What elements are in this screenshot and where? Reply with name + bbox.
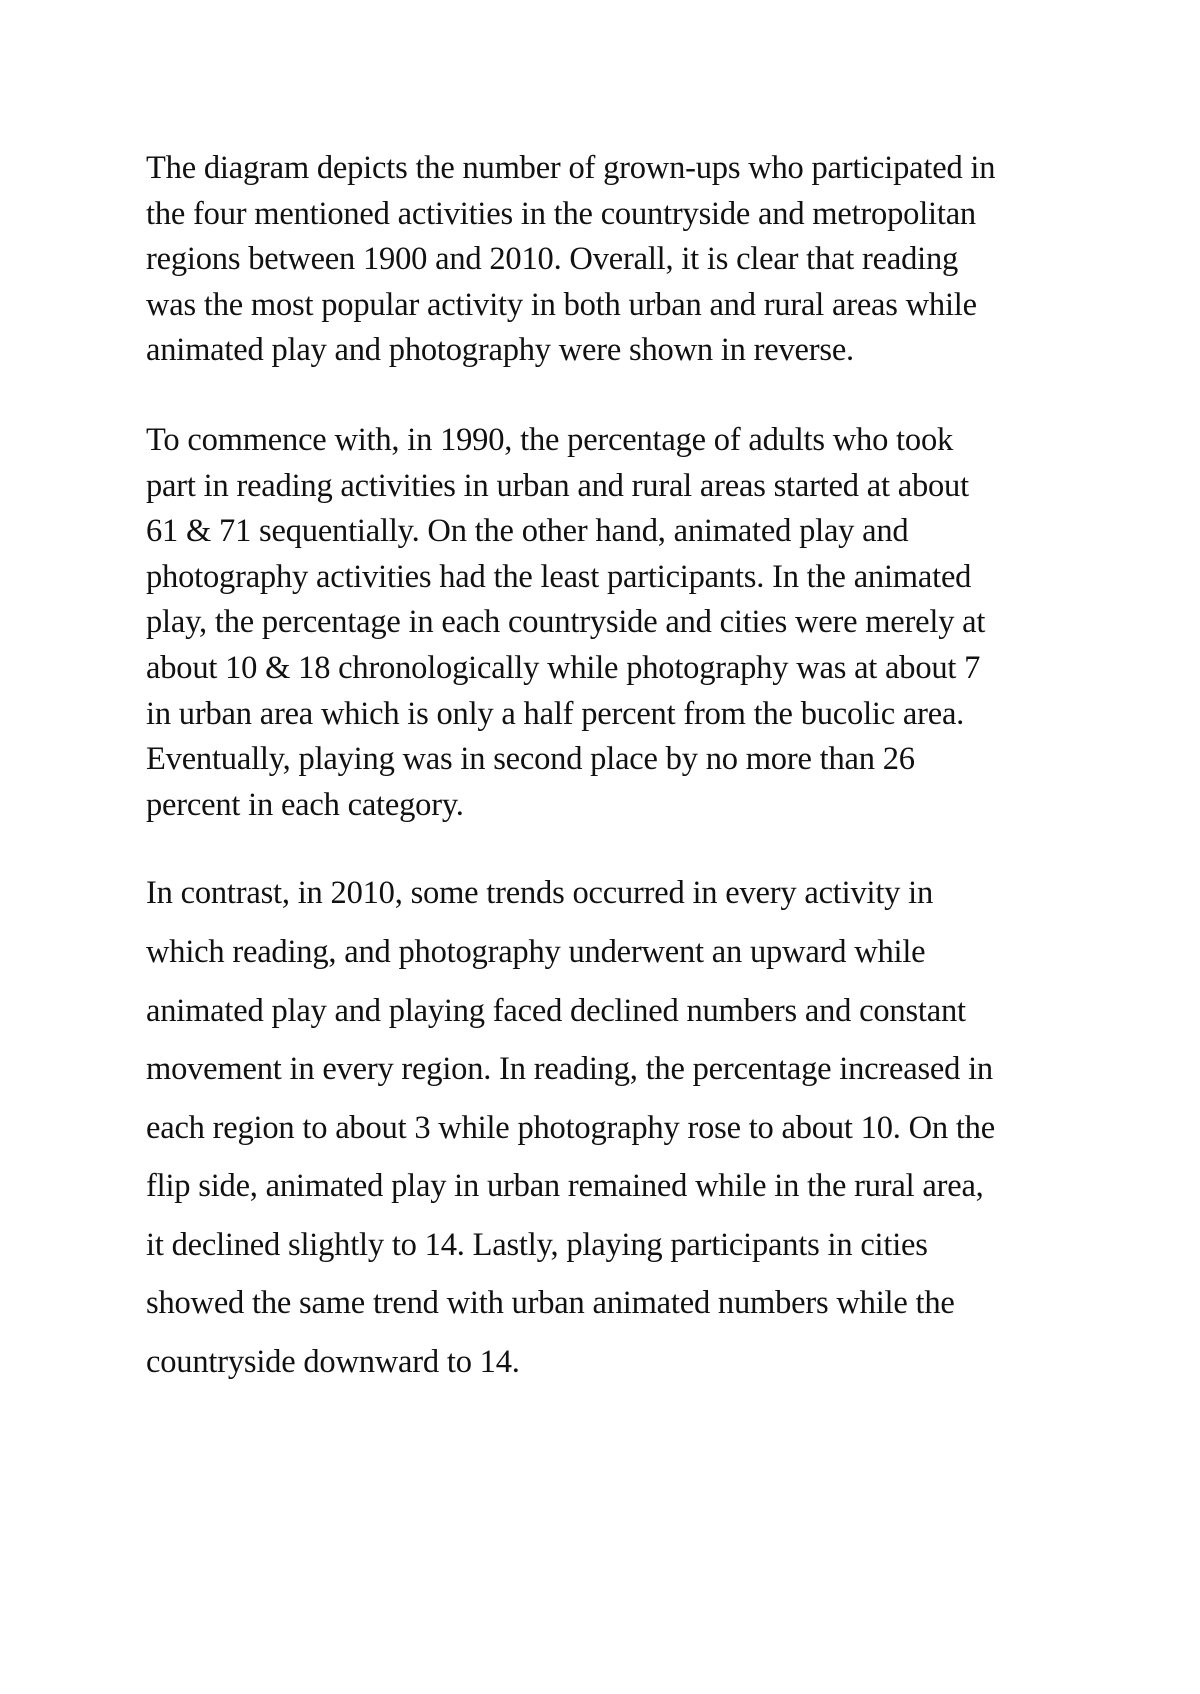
essay-body xyxy=(146,146,1086,1392)
text-line: Eventually, playing was in second place by no more than 26 xyxy=(146,741,915,778)
text-line: it declined slightly to 14. Lastly, playing participants in cities xyxy=(146,1226,928,1263)
text-line: in urban area which is only a half percent from the bucolic area. xyxy=(146,695,965,732)
text-line: The diagram depicts the number of grown-ups who participated in xyxy=(146,150,996,186)
text-line: about 10 & 18 chronologically while photography was at about 7 xyxy=(146,649,981,686)
text-line: was the most popular activity in both urban and rural areas while xyxy=(146,286,977,323)
text-line: animated play and playing faced declined numbers and constant xyxy=(146,992,966,1029)
text-line: movement in every region. In reading, the percentage increased in xyxy=(146,1051,993,1088)
text-line: part in reading activities in urban and rural areas started at about xyxy=(146,467,969,504)
paragraph-2010 xyxy=(146,864,1086,1391)
text-line: In contrast, in 2010, some trends occurred in every activity in xyxy=(146,875,934,912)
text-line: flip side, animated play in urban remained while in the rural area, xyxy=(146,1168,984,1205)
text-line: play, the percentage in each countryside and cities were merely at xyxy=(146,604,986,641)
text-line: percent in each category. xyxy=(146,786,464,823)
text-line: regions between 1900 and 2010. Overall, it is clear that reading xyxy=(146,241,959,278)
text-line: the four mentioned activities in the countryside and metropolitan xyxy=(146,195,976,232)
text-line: animated play and photography were shown in reverse. xyxy=(146,332,854,369)
text-line: 61 & 71 sequentially. On the other hand, animated play and xyxy=(146,513,909,550)
text-line: each region to about 3 while photography rose to about 10. On the xyxy=(146,1109,995,1146)
text-line: which reading, and photography underwent an upward while xyxy=(146,933,926,970)
text-line: To commence with, in 1990, the percentage of adults who took xyxy=(146,421,954,458)
text-line: showed the same trend with urban animated numbers while the xyxy=(146,1285,955,1322)
paragraph-overview xyxy=(146,146,1086,374)
text-line: countryside downward to 14. xyxy=(146,1344,520,1381)
paragraph-1990 xyxy=(146,418,1086,828)
text-line: photography activities had the least participants. In the animated xyxy=(146,558,972,595)
